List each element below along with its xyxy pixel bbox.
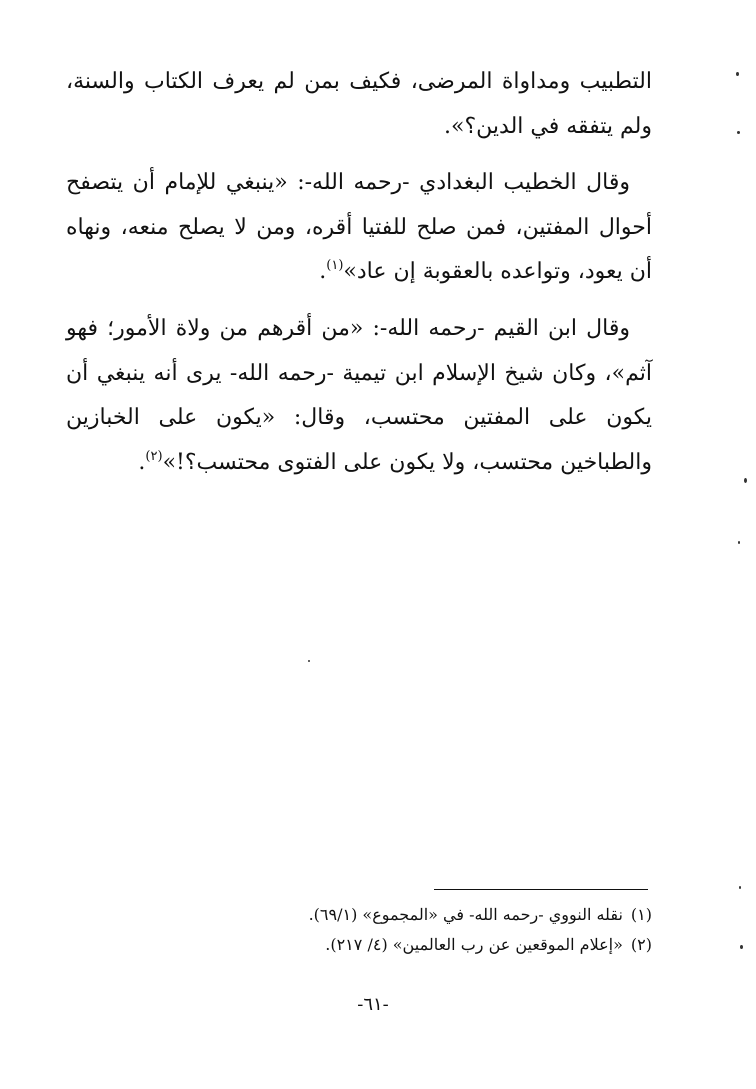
footnote-2-text: «إعلام الموقعين عن رب العالمين» (٤/ ٢١٧). [325,935,623,954]
paragraph-3-tail: . [138,449,146,475]
main-text [66,60,652,497]
footnote-2 [200,930,652,960]
scan-speck [739,886,741,889]
scan-speck [740,945,743,949]
paragraph-1-text: التطبيب ومداواة المرضى، فكيف بمن لم يعرف الكتاب والسنة، ولم يتفقه في الدين؟». [66,69,652,139]
footnote-2-number: (٢) [630,935,652,954]
scan-speck [308,660,310,662]
scan-speck [737,131,740,134]
paragraph-3 [66,307,652,485]
footnote-1 [200,900,652,930]
paragraph-2 [66,161,652,295]
footnote-1-number: (١) [630,905,652,924]
paragraph-3-text: وقال ابن القيم -رحمه الله-: «من أقرهم من ولاة الأمور؛ فهو آثم»، وكان شيخ الإسلام ابن تيمية -رحمه الله- يرى أنه ينبغي أن يكون على المفتين محتسب، وقال: «يكون على الخبازين والطباخين محتسب، ولا يكون على الفتوى محتسب؟!» [66,315,652,475]
scan-speck [736,72,739,76]
scan-speck [738,541,740,544]
footnotes [200,900,652,960]
paragraph-2-text: وقال الخطيب البغدادي -رحمه الله-: «ينبغي للإمام أن يتصفح أحوال المفتين، فمن صلح للفتيا أقره، ومن لا يصلح منعه، ونهاه أن يعود، وتواعده بالعقوبة إن عاد» [66,170,652,285]
footnote-divider [434,889,648,890]
footnote-reference-2[interactable]: (٢) [145,448,163,464]
paragraph-2-tail: . [319,259,327,285]
footnote-reference-1[interactable]: (١) [326,258,344,274]
paragraph-1 [66,60,652,149]
footnote-1-text: نقله النووي -رحمه الله- في «المجموع» (٦٩/١). [308,905,623,924]
scan-speck [744,478,747,483]
page-number: -٦١- [357,994,389,1015]
